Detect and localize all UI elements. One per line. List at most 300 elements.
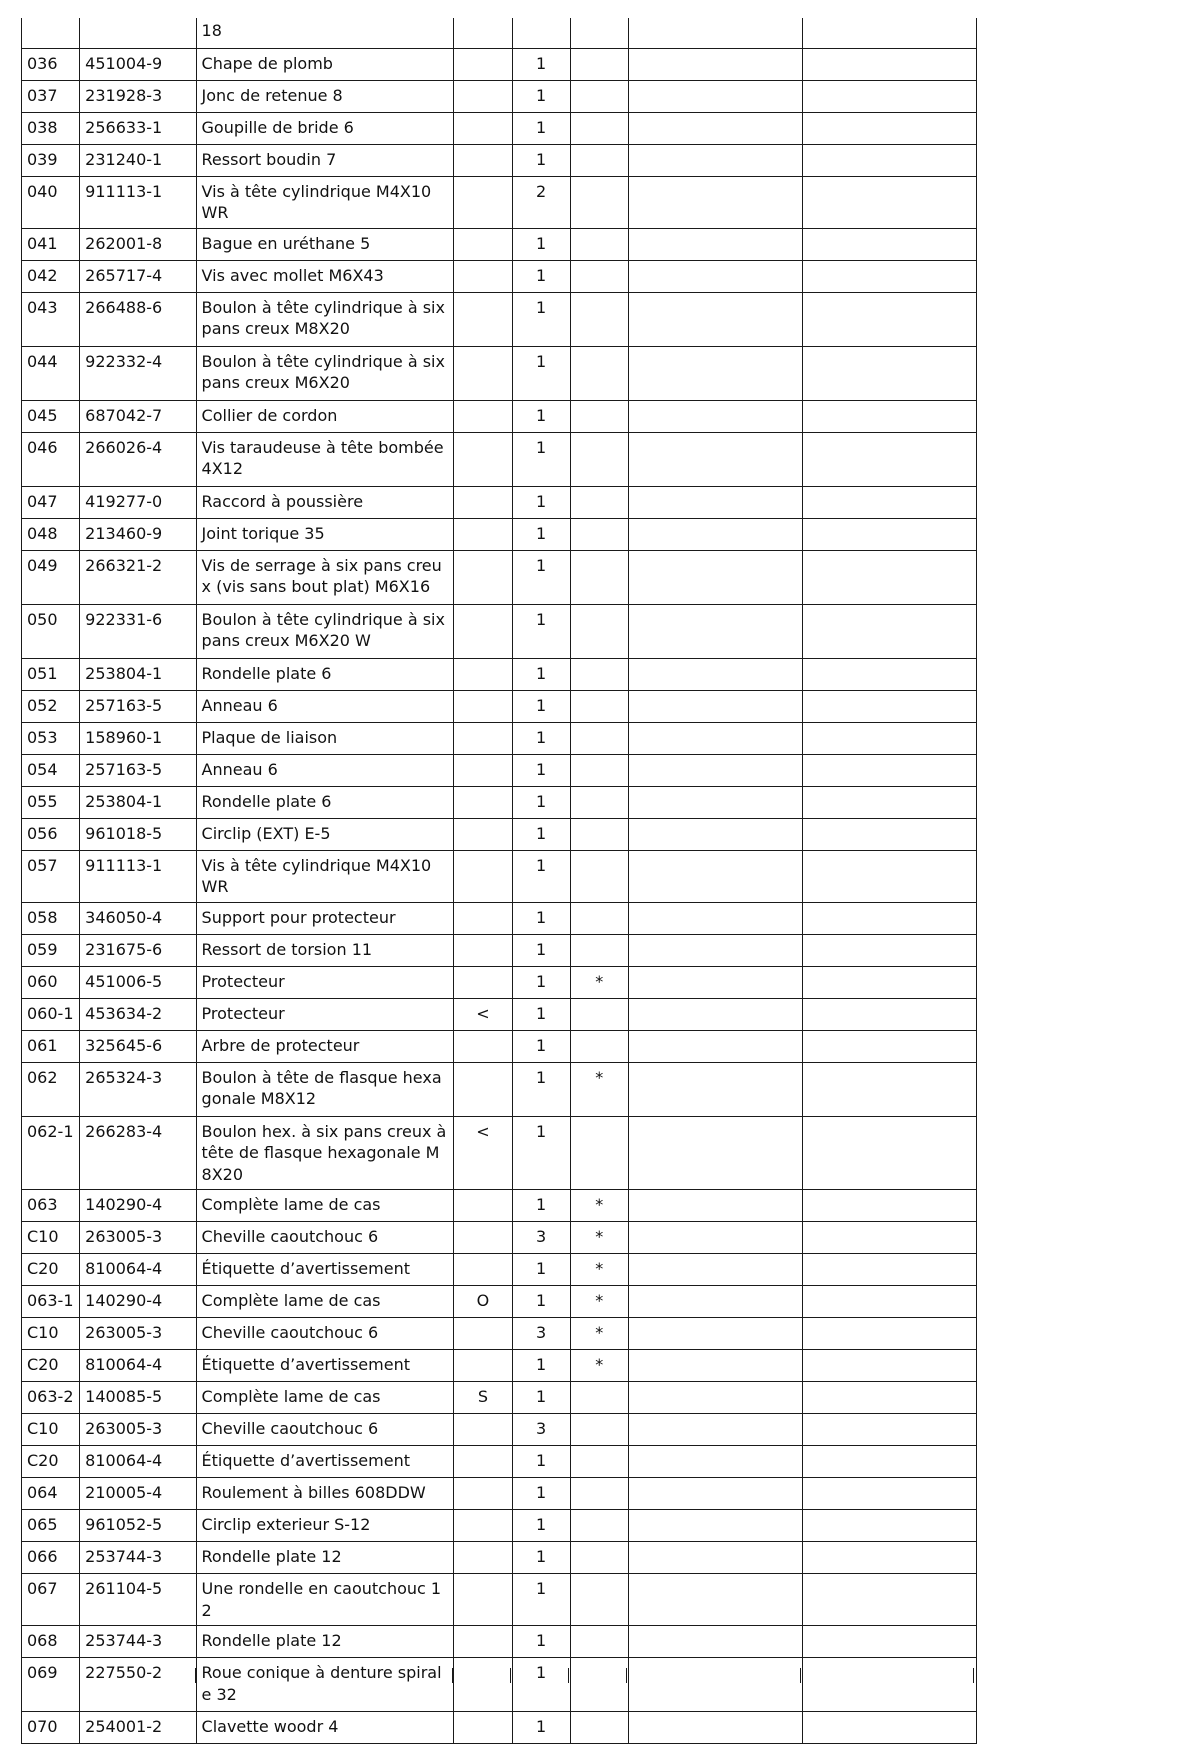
cell-description: Boulon à tête cylindrique à six pans creux M8X20: [196, 292, 454, 346]
cell-extra-2: [803, 550, 977, 604]
cell-part-number: 257163-5: [80, 754, 196, 786]
cell-note: [454, 144, 512, 176]
cell-item-number: 068: [22, 1626, 80, 1658]
cell-quantity: 2: [512, 176, 570, 228]
cell-extra-1: [628, 1574, 803, 1626]
cell-extra-2: [803, 1062, 977, 1116]
cell-extra-1: [628, 260, 803, 292]
cell-item-number: 036: [22, 48, 80, 80]
cell-mark: [570, 722, 628, 754]
table-row: [22, 786, 977, 818]
cell-part-number: 140085-5: [80, 1382, 196, 1414]
cell-mark: [570, 432, 628, 486]
cell-note: [454, 1030, 512, 1062]
cell-mark: [570, 1382, 628, 1414]
table-row: [22, 550, 977, 604]
cell-description: Roulement à billes 608DDW: [196, 1478, 454, 1510]
cell-extra-1: [628, 144, 803, 176]
table-continuation-line: [21, 1668, 22, 1683]
cell-mark: *: [570, 1062, 628, 1116]
cell-item-number: 051: [22, 658, 80, 690]
cell-extra-1: [628, 176, 803, 228]
cell-extra-1: [628, 1446, 803, 1478]
cell-description: Collier de cordon: [196, 400, 454, 432]
cell-description: Protecteur: [196, 998, 454, 1030]
cell-note: [454, 18, 512, 48]
cell-mark: [570, 1574, 628, 1626]
cell-extra-2: [803, 818, 977, 850]
table-row: [22, 260, 977, 292]
cell-part-number: 265324-3: [80, 1062, 196, 1116]
cell-extra-1: [628, 432, 803, 486]
cell-extra-1: [628, 1712, 803, 1744]
table-row: [22, 112, 977, 144]
cell-item-number: 043: [22, 292, 80, 346]
cell-description: Protecteur: [196, 966, 454, 998]
cell-quantity: 1: [512, 1712, 570, 1744]
cell-mark: [570, 292, 628, 346]
cell-quantity: 1: [512, 48, 570, 80]
cell-extra-2: [803, 934, 977, 966]
cell-quantity: 1: [512, 1030, 570, 1062]
table-row: [22, 1286, 977, 1318]
cell-note: [454, 754, 512, 786]
table-continuation-line: [800, 1668, 801, 1683]
cell-part-number: 346050-4: [80, 902, 196, 934]
cell-mark: [570, 518, 628, 550]
table-row: [22, 1350, 977, 1382]
cell-extra-1: [628, 1062, 803, 1116]
table-continuation-line: [79, 1668, 80, 1683]
cell-part-number: 266283-4: [80, 1116, 196, 1190]
cell-mark: *: [570, 1190, 628, 1222]
cell-note: [454, 690, 512, 722]
cell-mark: [570, 1626, 628, 1658]
cell-note: [454, 1510, 512, 1542]
cell-mark: [570, 1478, 628, 1510]
table-continuation-line: [626, 1668, 627, 1683]
cell-quantity: 1: [512, 850, 570, 902]
cell-description: Jonc de retenue 8: [196, 80, 454, 112]
cell-extra-1: [628, 1116, 803, 1190]
cell-mark: *: [570, 1222, 628, 1254]
cell-quantity: 1: [512, 604, 570, 658]
table-row: [22, 1542, 977, 1574]
cell-mark: [570, 260, 628, 292]
cell-description: Étiquette d’avertissement: [196, 1254, 454, 1286]
cell-description: Étiquette d’avertissement: [196, 1446, 454, 1478]
cell-part-number: 140290-4: [80, 1286, 196, 1318]
cell-extra-1: [628, 1286, 803, 1318]
cell-extra-1: [628, 722, 803, 754]
cell-part-number: 231240-1: [80, 144, 196, 176]
cell-part-number: 911113-1: [80, 850, 196, 902]
table-row: [22, 80, 977, 112]
cell-note: [454, 486, 512, 518]
cell-part-number: 213460-9: [80, 518, 196, 550]
cell-part-number: 257163-5: [80, 690, 196, 722]
cell-part-number: 231928-3: [80, 80, 196, 112]
cell-mark: [570, 1414, 628, 1446]
cell-mark: [570, 112, 628, 144]
cell-extra-1: [628, 346, 803, 400]
cell-quantity: 1: [512, 658, 570, 690]
cell-extra-2: [803, 432, 977, 486]
cell-extra-2: [803, 1116, 977, 1190]
cell-mark: *: [570, 1318, 628, 1350]
cell-part-number: 231675-6: [80, 934, 196, 966]
table-row: [22, 966, 977, 998]
cell-note: [454, 722, 512, 754]
cell-extra-2: [803, 1414, 977, 1446]
cell-extra-2: [803, 260, 977, 292]
cell-quantity: 1: [512, 1446, 570, 1478]
table-row: [22, 1414, 977, 1446]
cell-description: Vis de serrage à six pans creux (vis sans bout plat) M6X16: [196, 550, 454, 604]
cell-item-number: 069: [22, 1658, 80, 1712]
cell-mark: *: [570, 1254, 628, 1286]
cell-quantity: [512, 18, 570, 48]
cell-extra-2: [803, 1318, 977, 1350]
cell-item-number: 050: [22, 604, 80, 658]
table-row: [22, 818, 977, 850]
cell-description: Anneau 6: [196, 690, 454, 722]
table-row: [22, 176, 977, 228]
cell-item-number: 053: [22, 722, 80, 754]
cell-extra-1: [628, 1658, 803, 1712]
cell-item-number: 062: [22, 1062, 80, 1116]
cell-extra-2: [803, 176, 977, 228]
cell-extra-1: [628, 1254, 803, 1286]
cell-part-number: 911113-1: [80, 176, 196, 228]
cell-extra-2: [803, 1254, 977, 1286]
cell-part-number: 266026-4: [80, 432, 196, 486]
cell-quantity: 1: [512, 902, 570, 934]
cell-part-number: 922331-6: [80, 604, 196, 658]
cell-extra-2: [803, 1286, 977, 1318]
table-row: [22, 144, 977, 176]
cell-item-number: 042: [22, 260, 80, 292]
cell-note: [454, 260, 512, 292]
cell-note: [454, 1574, 512, 1626]
cell-extra-1: [628, 966, 803, 998]
cell-part-number: 325645-6: [80, 1030, 196, 1062]
cell-description: Vis avec mollet M6X43: [196, 260, 454, 292]
cell-note: [454, 1190, 512, 1222]
cell-note: S: [454, 1382, 512, 1414]
cell-item-number: 047: [22, 486, 80, 518]
cell-description: Clavette woodr 4: [196, 1712, 454, 1744]
cell-item-number: 070: [22, 1712, 80, 1744]
cell-extra-2: [803, 1190, 977, 1222]
cell-extra-1: [628, 1478, 803, 1510]
table-continuation-line: [568, 1668, 569, 1683]
cell-description: Goupille de bride 6: [196, 112, 454, 144]
table-continuation-line: [510, 1668, 511, 1683]
cell-quantity: 1: [512, 818, 570, 850]
cell-description: Rondelle plate 6: [196, 658, 454, 690]
cell-part-number: 262001-8: [80, 228, 196, 260]
table-row: [22, 228, 977, 260]
cell-extra-1: [628, 228, 803, 260]
cell-mark: [570, 1510, 628, 1542]
cell-extra-1: [628, 998, 803, 1030]
cell-note: [454, 518, 512, 550]
cell-item-number: 039: [22, 144, 80, 176]
cell-part-number: 810064-4: [80, 1254, 196, 1286]
table-row: [22, 432, 977, 486]
cell-extra-1: [628, 1318, 803, 1350]
cell-part-number: 263005-3: [80, 1318, 196, 1350]
cell-description: Circlip (EXT) E-5: [196, 818, 454, 850]
cell-item-number: 063-2: [22, 1382, 80, 1414]
cell-extra-2: [803, 1350, 977, 1382]
table-row: [22, 400, 977, 432]
cell-mark: [570, 18, 628, 48]
table-continuation-line: [973, 1668, 974, 1683]
parts-table: [21, 18, 977, 1744]
table-row: [22, 690, 977, 722]
cell-extra-2: [803, 1446, 977, 1478]
cell-item-number: 056: [22, 818, 80, 850]
table-row: [22, 658, 977, 690]
cell-note: [454, 1446, 512, 1478]
cell-extra-2: [803, 1030, 977, 1062]
cell-part-number: 451006-5: [80, 966, 196, 998]
table-continuation-line: [452, 1668, 453, 1683]
cell-extra-1: [628, 1626, 803, 1658]
cell-extra-2: [803, 998, 977, 1030]
cell-mark: [570, 604, 628, 658]
cell-extra-2: [803, 292, 977, 346]
cell-description: Arbre de protecteur: [196, 1030, 454, 1062]
cell-quantity: 1: [512, 722, 570, 754]
cell-item-number: [22, 18, 80, 48]
table-row: [22, 1478, 977, 1510]
cell-mark: [570, 550, 628, 604]
cell-note: [454, 934, 512, 966]
cell-description: Bague en uréthane 5: [196, 228, 454, 260]
table-row: [22, 1382, 977, 1414]
table-row: [22, 1190, 977, 1222]
cell-item-number: 046: [22, 432, 80, 486]
cell-item-number: 041: [22, 228, 80, 260]
cell-note: [454, 966, 512, 998]
cell-note: [454, 1222, 512, 1254]
cell-quantity: 1: [512, 550, 570, 604]
cell-mark: [570, 998, 628, 1030]
cell-part-number: 453634-2: [80, 998, 196, 1030]
cell-item-number: 062-1: [22, 1116, 80, 1190]
cell-extra-2: [803, 1712, 977, 1744]
cell-quantity: 1: [512, 1116, 570, 1190]
cell-extra-2: [803, 1510, 977, 1542]
cell-mark: [570, 176, 628, 228]
table-row: [22, 754, 977, 786]
cell-mark: [570, 228, 628, 260]
cell-extra-1: [628, 292, 803, 346]
cell-note: <: [454, 998, 512, 1030]
cell-extra-2: [803, 658, 977, 690]
cell-extra-2: [803, 518, 977, 550]
cell-mark: [570, 934, 628, 966]
cell-mark: *: [570, 1350, 628, 1382]
cell-quantity: 1: [512, 80, 570, 112]
cell-extra-2: [803, 80, 977, 112]
cell-item-number: 052: [22, 690, 80, 722]
table-row: [22, 486, 977, 518]
table-row: [22, 902, 977, 934]
table-row: [22, 1030, 977, 1062]
cell-part-number: 961052-5: [80, 1510, 196, 1542]
cell-part-number: 263005-3: [80, 1222, 196, 1254]
cell-mark: [570, 1030, 628, 1062]
table-continuation-line: [195, 1668, 196, 1683]
cell-description: Une rondelle en caoutchouc 12: [196, 1574, 454, 1626]
cell-quantity: 1: [512, 934, 570, 966]
cell-part-number: 140290-4: [80, 1190, 196, 1222]
cell-description: Boulon à tête de flasque hexagonale M8X12: [196, 1062, 454, 1116]
cell-note: [454, 550, 512, 604]
cell-description: Ressort boudin 7: [196, 144, 454, 176]
cell-extra-2: [803, 1222, 977, 1254]
cell-extra-1: [628, 1350, 803, 1382]
cell-mark: [570, 902, 628, 934]
cell-extra-2: [803, 850, 977, 902]
cell-extra-1: [628, 550, 803, 604]
table-row: [22, 292, 977, 346]
cell-note: [454, 1062, 512, 1116]
cell-part-number: 256633-1: [80, 112, 196, 144]
cell-quantity: 1: [512, 1382, 570, 1414]
cell-extra-2: [803, 1626, 977, 1658]
table-row: [22, 1222, 977, 1254]
cell-description: Complète lame de cas: [196, 1190, 454, 1222]
cell-description: Cheville caoutchouc 6: [196, 1414, 454, 1446]
cell-item-number: 038: [22, 112, 80, 144]
cell-description: Cheville caoutchouc 6: [196, 1318, 454, 1350]
cell-note: [454, 400, 512, 432]
cell-quantity: 1: [512, 1286, 570, 1318]
table-row: [22, 1116, 977, 1190]
cell-item-number: C20: [22, 1446, 80, 1478]
cell-extra-2: [803, 144, 977, 176]
cell-item-number: 037: [22, 80, 80, 112]
cell-description: Support pour protecteur: [196, 902, 454, 934]
cell-item-number: C10: [22, 1414, 80, 1446]
cell-part-number: 254001-2: [80, 1712, 196, 1744]
cell-mark: [570, 658, 628, 690]
cell-description: Ressort de torsion 11: [196, 934, 454, 966]
cell-description: Rondelle plate 12: [196, 1542, 454, 1574]
cell-mark: [570, 754, 628, 786]
cell-description: Chape de plomb: [196, 48, 454, 80]
cell-mark: [570, 80, 628, 112]
cell-extra-2: [803, 18, 977, 48]
cell-item-number: 063: [22, 1190, 80, 1222]
table-row: [22, 1510, 977, 1542]
cell-item-number: 054: [22, 754, 80, 786]
cell-item-number: 055: [22, 786, 80, 818]
cell-quantity: 3: [512, 1222, 570, 1254]
cell-item-number: 067: [22, 1574, 80, 1626]
cell-mark: [570, 1658, 628, 1712]
cell-note: [454, 1626, 512, 1658]
cell-item-number: 065: [22, 1510, 80, 1542]
cell-extra-2: [803, 966, 977, 998]
cell-extra-1: [628, 1510, 803, 1542]
cell-item-number: C10: [22, 1222, 80, 1254]
cell-extra-1: [628, 658, 803, 690]
cell-extra-2: [803, 690, 977, 722]
cell-note: [454, 1658, 512, 1712]
cell-extra-2: [803, 1658, 977, 1712]
cell-quantity: 1: [512, 1478, 570, 1510]
cell-part-number: 210005-4: [80, 1478, 196, 1510]
cell-part-number: 266488-6: [80, 292, 196, 346]
cell-mark: [570, 1446, 628, 1478]
cell-quantity: 1: [512, 292, 570, 346]
cell-extra-2: [803, 400, 977, 432]
table-row: [22, 1626, 977, 1658]
cell-extra-1: [628, 518, 803, 550]
cell-note: [454, 902, 512, 934]
table-row: [22, 1318, 977, 1350]
cell-extra-1: [628, 818, 803, 850]
table-row: [22, 1446, 977, 1478]
cell-extra-1: [628, 400, 803, 432]
cell-description: Vis à tête cylindrique M4X10 WR: [196, 850, 454, 902]
cell-quantity: 1: [512, 998, 570, 1030]
cell-description: Boulon à tête cylindrique à six pans creux M6X20: [196, 346, 454, 400]
cell-item-number: 063-1: [22, 1286, 80, 1318]
cell-mark: [570, 786, 628, 818]
cell-item-number: 057: [22, 850, 80, 902]
cell-extra-1: [628, 786, 803, 818]
cell-extra-1: [628, 18, 803, 48]
cell-mark: [570, 48, 628, 80]
cell-quantity: 1: [512, 346, 570, 400]
cell-extra-2: [803, 786, 977, 818]
cell-quantity: 1: [512, 1254, 570, 1286]
cell-note: [454, 1318, 512, 1350]
cell-description: Boulon hex. à six pans creux à tête de flasque hexagonale M8X20: [196, 1116, 454, 1190]
cell-extra-1: [628, 604, 803, 658]
cell-quantity: 1: [512, 1542, 570, 1574]
cell-extra-1: [628, 1382, 803, 1414]
cell-description: Rondelle plate 6: [196, 786, 454, 818]
cell-note: [454, 80, 512, 112]
table-row: [22, 1574, 977, 1626]
table-row: [22, 346, 977, 400]
cell-extra-1: [628, 1030, 803, 1062]
cell-quantity: 1: [512, 1190, 570, 1222]
cell-part-number: 687042-7: [80, 400, 196, 432]
cell-note: [454, 346, 512, 400]
cell-extra-1: [628, 1414, 803, 1446]
cell-note: [454, 292, 512, 346]
cell-part-number: 451004-9: [80, 48, 196, 80]
cell-extra-1: [628, 850, 803, 902]
cell-part-number: 810064-4: [80, 1446, 196, 1478]
cell-description: Joint torique 35: [196, 518, 454, 550]
cell-quantity: 1: [512, 1510, 570, 1542]
cell-note: [454, 1478, 512, 1510]
cell-item-number: C20: [22, 1350, 80, 1382]
cell-extra-2: [803, 48, 977, 80]
cell-description: 18: [196, 18, 454, 48]
cell-mark: *: [570, 1286, 628, 1318]
